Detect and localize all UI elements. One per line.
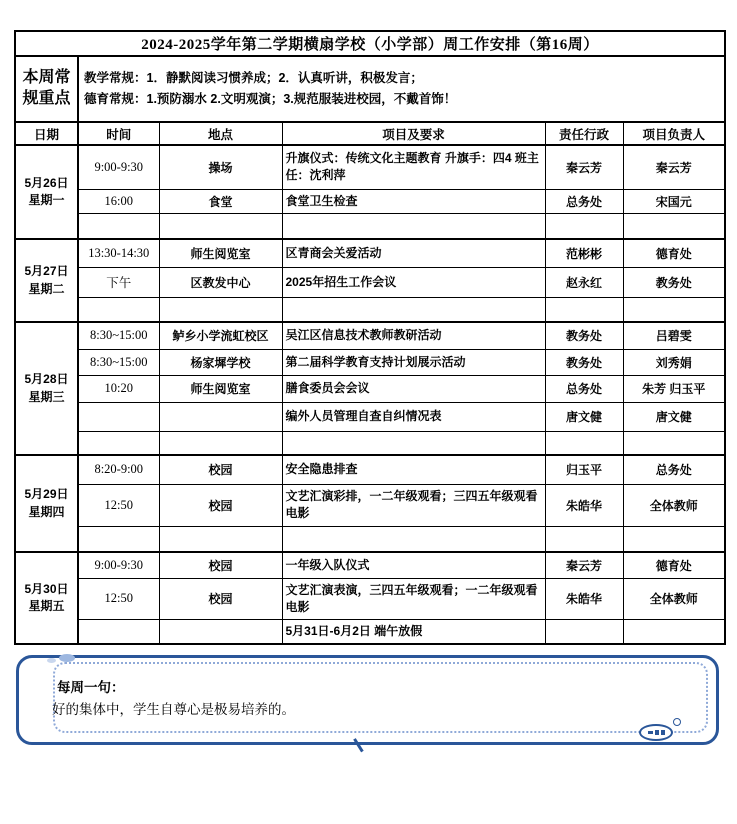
time-cell	[78, 213, 159, 239]
teaching-routine-line: 教学常规：1．静默阅读习惯养成；2．认真听讲，积极发言；	[84, 70, 423, 85]
admin-cell: 赵永红	[545, 267, 623, 297]
person-cell: 教务处	[623, 267, 725, 297]
column-header-2: 地点	[159, 122, 282, 145]
project-cell: 升旗仪式：传统文化主题教育 升旗手：四4 班主任：沈利萍	[282, 145, 545, 189]
column-header-3: 项目及要求	[282, 122, 545, 145]
place-cell: 操场	[159, 145, 282, 189]
project-cell: 吴江区信息技术教师教研活动	[282, 322, 545, 349]
admin-cell	[545, 213, 623, 239]
date-label: 5月29日	[24, 487, 69, 502]
person-cell	[623, 526, 725, 552]
date-cell	[15, 552, 78, 644]
weekly-quote-label: 每周一句：	[57, 680, 125, 695]
place-cell	[159, 297, 282, 322]
small-circle-decor-icon	[673, 718, 681, 726]
project-cell: 2025年招生工作会议	[282, 267, 545, 297]
column-header-5: 项目负责人	[623, 122, 725, 145]
place-cell: 鲈乡小学流虹校区	[159, 322, 282, 349]
admin-cell: 归玉平	[545, 455, 623, 484]
person-cell	[623, 297, 725, 322]
callout-ellipse-decor-icon	[59, 654, 75, 662]
place-cell	[159, 619, 282, 644]
time-cell	[78, 297, 159, 322]
place-cell	[159, 402, 282, 431]
moral-routine-line: 德育常规：1.预防溺水 2.文明观演；3.规范服装进校园，不戴首饰！	[84, 92, 457, 106]
person-cell: 朱芳 归玉平	[623, 375, 725, 402]
date-label: 5月27日	[24, 264, 69, 279]
date-cell	[15, 455, 78, 552]
admin-cell: 朱皓华	[545, 578, 623, 619]
time-cell	[78, 526, 159, 552]
time-cell	[78, 619, 159, 644]
date-label: 5月26日	[24, 175, 69, 190]
project-cell: 5月31日-6月2日 端午放假	[282, 619, 545, 644]
place-cell: 校园	[159, 484, 282, 526]
date-cell	[15, 145, 78, 239]
column-header-0: 日期	[15, 122, 78, 145]
admin-cell: 秦云芳	[545, 145, 623, 189]
column-header-1: 时间	[78, 122, 159, 145]
weekday-label: 星期一	[28, 193, 65, 207]
admin-cell	[545, 297, 623, 322]
person-cell: 唐文健	[623, 402, 725, 431]
person-cell: 吕碧雯	[623, 322, 725, 349]
time-cell: 8:30~15:00	[78, 322, 159, 349]
admin-cell: 范彬彬	[545, 239, 623, 267]
callout-ellipse-decor-small-icon	[47, 658, 56, 663]
time-cell: 13:30-14:30	[78, 239, 159, 267]
date-label: 5月28日	[24, 372, 69, 387]
time-cell: 10:20	[78, 375, 159, 402]
admin-cell: 教务处	[545, 322, 623, 349]
weekday-label: 星期三	[28, 389, 65, 404]
place-cell	[159, 526, 282, 552]
place-cell	[159, 431, 282, 455]
weekly-focus-content	[78, 56, 725, 122]
time-cell: 12:50	[78, 484, 159, 526]
admin-cell: 朱皓华	[545, 484, 623, 526]
project-cell	[282, 431, 545, 455]
time-cell	[78, 431, 159, 455]
admin-cell: 教务处	[545, 349, 623, 375]
person-cell: 全体教师	[623, 578, 725, 619]
project-cell: 文艺汇演表演，三四五年级观看；一二年级观看电影	[282, 578, 545, 619]
project-cell: 编外人员管理自查自纠情况表	[282, 402, 545, 431]
project-cell	[282, 526, 545, 552]
time-cell: 9:00-9:30	[78, 145, 159, 189]
person-cell	[623, 619, 725, 644]
table-header-row	[15, 122, 725, 145]
place-cell: 校园	[159, 578, 282, 619]
person-cell: 秦云芳	[623, 145, 725, 189]
project-cell: 膳食委员会会议	[282, 375, 545, 402]
admin-cell: 总务处	[545, 189, 623, 213]
schedule-table	[14, 30, 726, 645]
weekday-label: 星期二	[28, 281, 65, 296]
column-header-4: 责任行政	[545, 122, 623, 145]
page-title: 2024-2025学年第二学期横扇学校（小学部）周工作安排（第16周）	[15, 31, 725, 56]
admin-cell: 秦云芳	[545, 552, 623, 578]
person-cell	[623, 213, 725, 239]
weekly-focus-label-line1: 本周常	[22, 69, 71, 87]
project-cell: 区青商会关爱活动	[282, 239, 545, 267]
project-cell: 安全隐患排查	[282, 455, 545, 484]
time-cell: 8:20-9:00	[78, 455, 159, 484]
project-cell: 第二届科学教育支持计划展示活动	[282, 349, 545, 375]
weekday-label: 星期四	[28, 504, 65, 519]
weekly-quote-callout	[16, 655, 719, 745]
date-cell	[15, 239, 78, 322]
weekday-label: 星期五	[28, 599, 65, 613]
admin-cell: 唐文健	[545, 402, 623, 431]
person-cell: 宋国元	[623, 189, 725, 213]
admin-cell	[545, 619, 623, 644]
project-cell: 食堂卫生检查	[282, 189, 545, 213]
weekly-schedule-sheet	[14, 30, 724, 645]
place-cell: 杨家墀学校	[159, 349, 282, 375]
time-cell: 16:00	[78, 189, 159, 213]
admin-cell	[545, 431, 623, 455]
callout-tail	[353, 738, 363, 752]
place-cell: 师生阅览室	[159, 375, 282, 402]
project-cell	[282, 297, 545, 322]
place-cell	[159, 213, 282, 239]
person-cell	[623, 431, 725, 455]
admin-cell	[545, 526, 623, 552]
date-cell	[15, 322, 78, 455]
time-cell: 12:50	[78, 578, 159, 619]
ellipsis-badge-icon	[639, 724, 673, 741]
place-cell: 校园	[159, 455, 282, 484]
person-cell: 全体教师	[623, 484, 725, 526]
project-cell: 一年级入队仪式	[282, 552, 545, 578]
weekly-focus-label-line2: 规重点	[22, 90, 71, 107]
place-cell: 食堂	[159, 189, 282, 213]
date-label: 5月30日	[24, 581, 69, 596]
time-cell: 下午	[78, 267, 159, 297]
time-cell: 8:30~15:00	[78, 349, 159, 375]
person-cell: 总务处	[623, 455, 725, 484]
person-cell: 刘秀娟	[623, 349, 725, 375]
project-cell	[282, 213, 545, 239]
admin-cell: 总务处	[545, 375, 623, 402]
person-cell: 德育处	[623, 552, 725, 578]
weekly-quote-text: 好的集体中，学生自尊心是极易培养的。	[52, 702, 295, 717]
place-cell: 区教发中心	[159, 267, 282, 297]
time-cell: 9:00-9:30	[78, 552, 159, 578]
time-cell	[78, 402, 159, 431]
person-cell: 德育处	[623, 239, 725, 267]
project-cell: 文艺汇演彩排，一二年级观看；三四五年级观看电影	[282, 484, 545, 526]
weekly-focus-label	[15, 56, 78, 122]
place-cell: 校园	[159, 552, 282, 578]
place-cell: 师生阅览室	[159, 239, 282, 267]
